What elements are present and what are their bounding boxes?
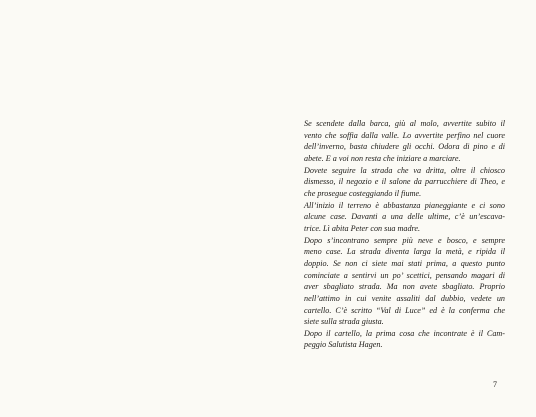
- paragraph: [299, 328, 505, 351]
- text-line: che prosegue costeggiando il fiume.: [304, 188, 422, 198]
- text-line: All’inizio il terreno è abbastanza pianeggiante e ci sono: [304, 200, 505, 210]
- paragraph: [299, 235, 505, 328]
- text-line: Dopo il cartello, la prima cosa che incontrate è il Cam-: [304, 328, 505, 338]
- text-line: dell’inverno, basta chiudere gli occhi. Odora di pino e di: [304, 142, 505, 152]
- text-line: siete sulla strada giusta.: [304, 317, 384, 327]
- text-line: meno case. La strada diventa larga la metà, e ripida il: [304, 247, 505, 257]
- text-line: doppio. Se non ci siete mai stati prima, a questo punto: [304, 258, 505, 268]
- text-line: trice. Lì abita Peter con sua madre.: [304, 223, 421, 233]
- text-line: dismesso, il negozio e il salone da parrucchiere di Theo, e: [304, 177, 505, 187]
- text-line: abete. E a voi non resta che iniziare a marciare.: [304, 153, 461, 163]
- text-line: Dovete seguire la strada che va dritta, oltre il chiosco: [304, 165, 505, 175]
- text-line: aver sbagliato strada. Ma non avete sbagliato. Proprio: [304, 282, 505, 292]
- paragraph: [299, 118, 505, 165]
- text-line: peggio Salutista Hagen.: [304, 340, 383, 350]
- body-text: [299, 118, 505, 351]
- text-line: Dopo s’incontrano sempre più neve e bosco, e sempre: [304, 235, 505, 245]
- page-number: 7: [493, 380, 497, 389]
- text-line: cartello. C’è scritto “Val di Luce” ed è la conferma che: [304, 305, 505, 315]
- paragraph: [299, 165, 505, 200]
- text-line: vento che soffia dalla valle. Lo avvertite perfino nel cuore: [304, 130, 505, 140]
- text-line: alcune case. Davanti a una delle ultime, c’è un’escava-: [304, 212, 505, 222]
- text-line: cominciate a sentirvi un po’ scettici, pensando magari di: [304, 270, 505, 280]
- paragraph: [299, 200, 505, 235]
- text-line: nell’attimo in cui venite assaliti dal dubbio, vedete un: [304, 293, 505, 303]
- text-line: Se scendete dalla barca, giù al molo, avvertite subito il: [304, 119, 505, 128]
